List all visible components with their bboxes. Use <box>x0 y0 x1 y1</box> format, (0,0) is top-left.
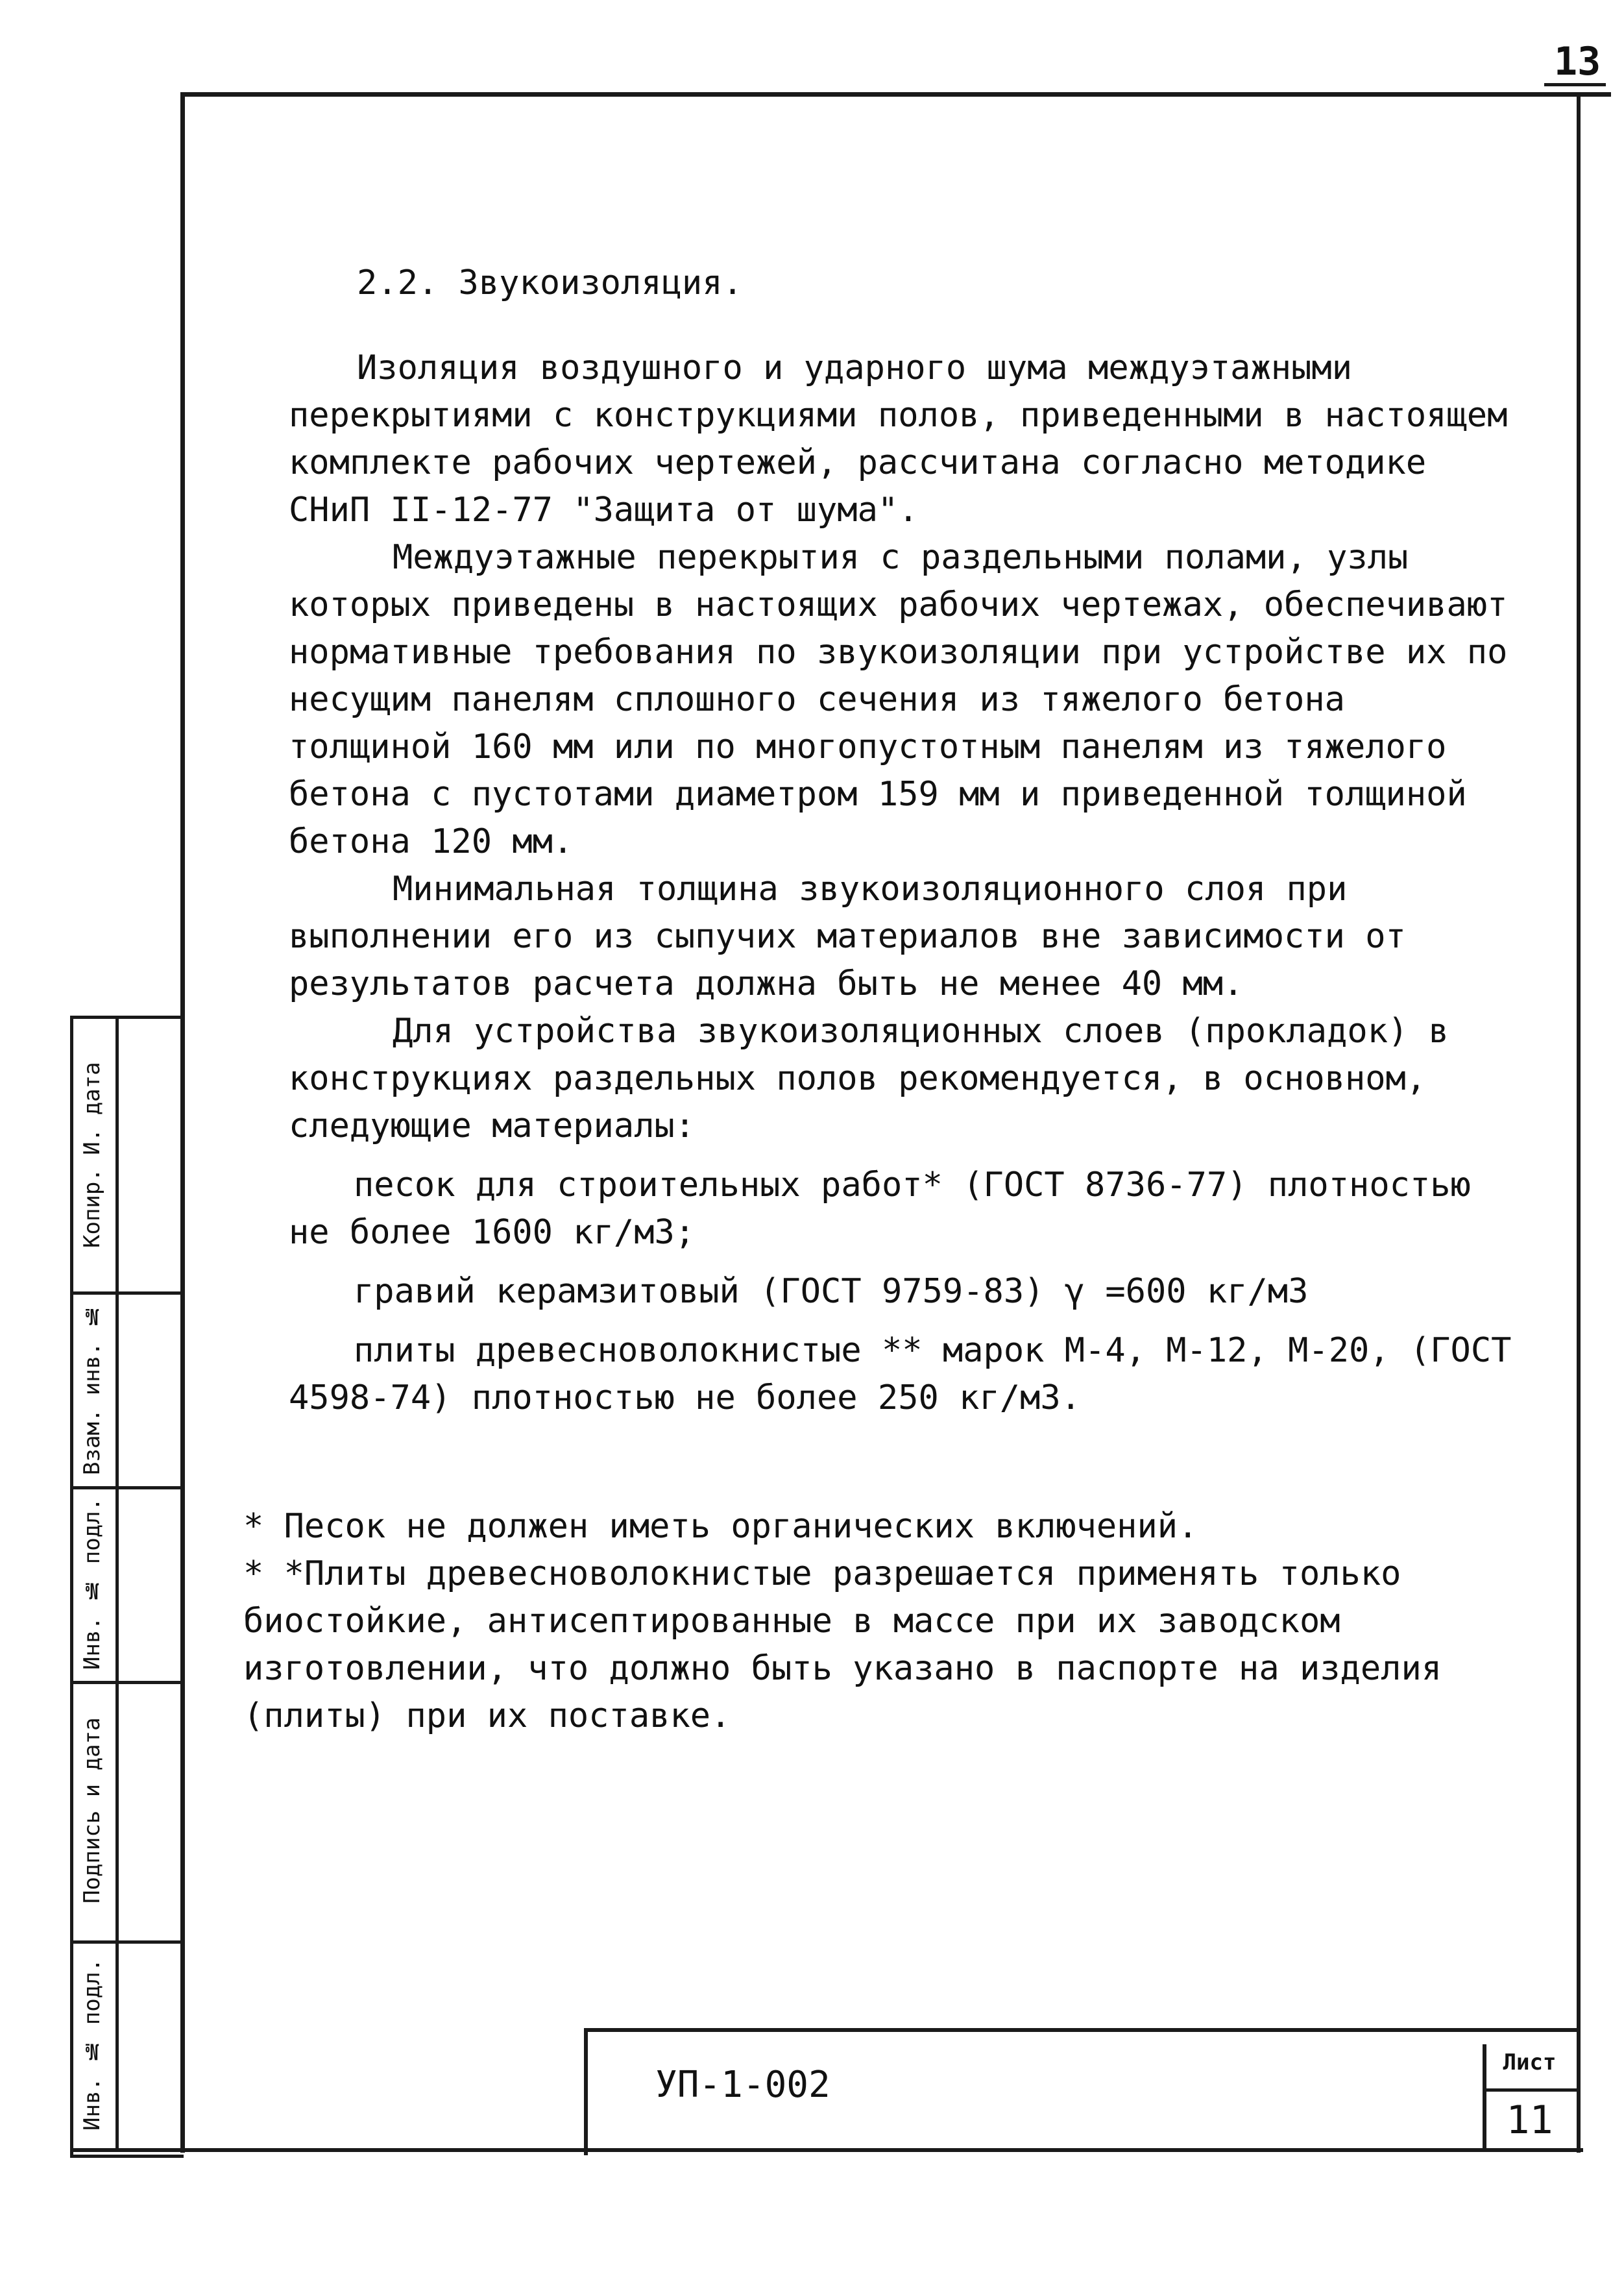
paragraph-3: Минимальная толщина звукоизоляционного слоя при выполнении его из сыпучих материалов вне зависимости от результатов расчета должна быть не менее 40 мм. <box>289 870 1406 1003</box>
page-number: 13 <box>1554 39 1601 84</box>
side-stamp-row-line <box>70 1291 180 1295</box>
paragraph-1: Изоляция воздушного и ударного шума междуэтажными перекрытиями с конструкциями полов, приведенными в настоящем комплекте рабочих чертежей, рассчитана согласно методике СНиП II-12-77 "Защита от шума". <box>289 349 1508 530</box>
sheet-number: 11 <box>1506 2097 1553 2143</box>
material-item-fiberboard: плиты древесноволокнистые ** марок М-4, М-12, М-20, (ГОСТ 4598-74) плотностью не более 250 кг/м3. <box>289 1331 1512 1417</box>
sheet-cell-divider <box>1483 2088 1577 2092</box>
paragraph-4: Для устройства звукоизоляционных слоев (прокладок) в конструкциях раздельных полов рекомендуется, в основном, следующие материалы: <box>289 1012 1449 1145</box>
side-stamp-divider <box>115 1016 119 2151</box>
sheet-label: Лист <box>1503 2049 1557 2075</box>
side-stamp-label: Инв. № подл. <box>79 1958 105 2131</box>
side-stamp-label: Инв. № подл. <box>79 1497 105 1670</box>
side-stamp-label: Подпись и дата <box>79 1717 105 1904</box>
paragraph-2: Междуэтажные перекрытия с раздельными полами, узлы которых приведены в настоящих рабочих чертежах, обеспечивают нормативные требования по звукоизоляции при устройстве их по несущим панелям сплошного сечения из тяжелого бетона толщиной 160 мм или по многопустотным панелям из тяжелого бетона с пустотами диаметром 159 мм и приведенной толщиной бетона 120 мм. <box>289 538 1508 861</box>
footnotes <box>243 1503 1521 1740</box>
footnote-2: * *Плиты древесноволокнистые разрешается применять только биостойкие, антисептированные в массе при их заводском изготовлении, что должно быть указано в паспорте на изделия (плиты) при их поставке. <box>243 1554 1442 1735</box>
footnote-1: * Песок не должен иметь органических включений. <box>243 1507 1198 1546</box>
frame-right-line <box>1577 92 1581 2153</box>
material-item-gravel: гравий керамзитовый (ГОСТ 9759-83) γ =600 кг/м3 <box>354 1272 1309 1311</box>
side-stamp-row-line <box>70 1681 180 1684</box>
page-number-rule <box>1544 83 1606 86</box>
side-stamp-label: Копир. И. дата <box>79 1062 105 1249</box>
side-stamp-label: Взам. инв. № <box>79 1302 105 1475</box>
document-body <box>243 260 1521 1740</box>
document-code: УП-1-002 <box>655 2064 830 2106</box>
material-item-sand: песок для строительных работ* (ГОСТ 8736-77) плотностью не более 1600 кг/м3; <box>289 1166 1471 1252</box>
side-stamp-row-line <box>70 1486 180 1489</box>
frame-top-line <box>184 92 1611 97</box>
section-heading: 2.2. Звукоизоляция. <box>357 263 743 302</box>
side-stamp-row-line <box>70 1940 180 1944</box>
